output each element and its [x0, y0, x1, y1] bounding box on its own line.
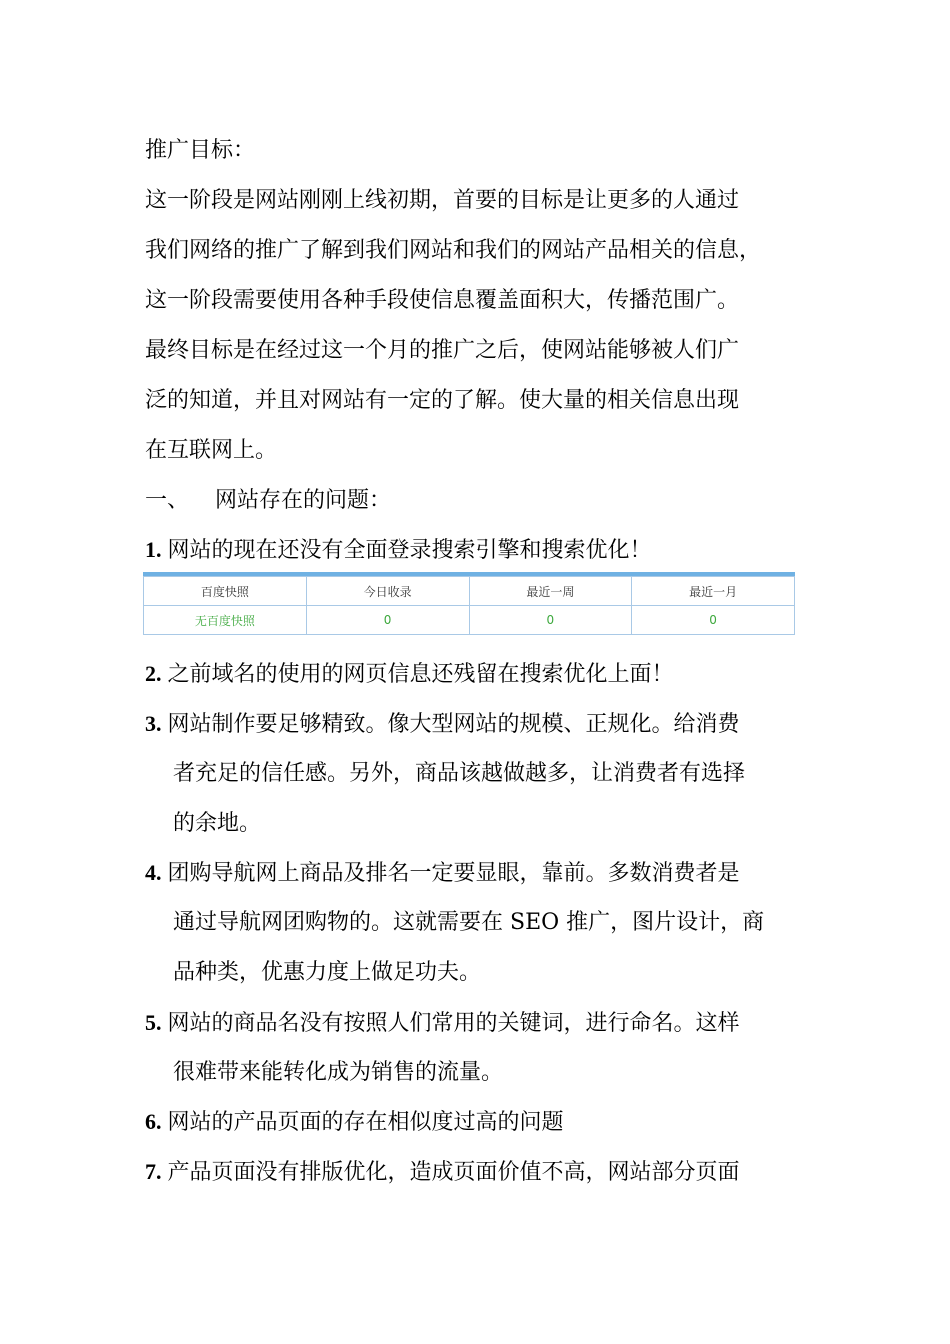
- table-header-cell: 百度快照: [144, 577, 307, 606]
- item-number: 7.: [145, 1159, 162, 1184]
- item-continuation: 品种类，优惠力度上做足功夫。: [173, 960, 482, 985]
- list-item: [145, 659, 674, 690]
- table-header-cell: 最近一周: [469, 577, 632, 606]
- item-number: 3.: [145, 711, 162, 736]
- table-header-cell: 今日收录: [306, 577, 469, 606]
- table-cell: 0: [306, 606, 469, 635]
- intro-line: 这一阶段需要使用各种手段使信息覆盖面积大，传播范围广。: [145, 288, 740, 313]
- item-number: 4.: [145, 860, 162, 885]
- item-text: 网站的现在还没有全面登录搜索引擎和搜索优化！: [167, 538, 652, 563]
- table-header-cell: 最近一月: [632, 577, 795, 606]
- heading-promotion-goal: 推广目标：: [145, 138, 256, 163]
- list-item: [145, 1157, 740, 1188]
- baidu-snapshot-table: [143, 572, 795, 635]
- item-continuation: 的余地。: [173, 811, 262, 836]
- item-number: 1.: [145, 537, 162, 562]
- intro-line: 最终目标是在经过这一个月的推广之后，使网站能够被人们广: [145, 338, 740, 363]
- intro-line: 泛的知道，并且对网站有一定的了解。使大量的相关信息出现: [145, 388, 740, 413]
- item-number: 5.: [145, 1010, 162, 1035]
- table-row: [144, 606, 795, 635]
- intro-line: 这一阶段是网站刚刚上线初期，首要的目标是让更多的人通过: [145, 188, 740, 213]
- item-text: 网站的产品页面的存在相似度过高的问题: [167, 1110, 564, 1135]
- intro-line: 我们网络的推广了解到我们网站和我们的网站产品相关的信息，: [145, 238, 762, 263]
- item-number: 6.: [145, 1109, 162, 1134]
- item-continuation: 通过导航网团购物的。这就需要在 SEO 推广，图片设计，商: [173, 910, 765, 935]
- section-heading: [145, 486, 391, 516]
- item-continuation: 很难带来能转化成为销售的流量。: [173, 1060, 504, 1085]
- intro-line: 在互联网上。: [145, 438, 278, 463]
- table-cell: 0: [632, 606, 795, 635]
- list-item: [145, 709, 740, 740]
- list-item: [145, 858, 740, 889]
- table-cell: 无百度快照: [144, 606, 307, 635]
- list-item: [145, 1008, 740, 1039]
- list-item: [145, 535, 652, 566]
- list-item: [145, 1107, 564, 1138]
- item-text: 网站的商品名没有按照人们常用的关键词，进行命名。这样: [167, 1011, 740, 1036]
- item-number: 2.: [145, 661, 162, 686]
- table-header-row: [144, 577, 795, 606]
- table-cell: 0: [469, 606, 632, 635]
- item-text: 产品页面没有排版优化，造成页面价值不高，网站部分页面: [167, 1160, 740, 1185]
- item-text: 之前域名的使用的网页信息还残留在搜索优化上面！: [167, 662, 674, 687]
- section-title: 网站存在的问题：: [215, 488, 392, 513]
- section-number: 一、: [145, 488, 190, 513]
- item-text: 团购导航网上商品及排名一定要显眼，靠前。多数消费者是: [167, 861, 740, 886]
- item-continuation: 者充足的信任感。另外，商品该越做越多，让消费者有选择: [173, 761, 746, 786]
- item-text: 网站制作要足够精致。像大型网站的规模、正规化。给消费: [167, 712, 740, 737]
